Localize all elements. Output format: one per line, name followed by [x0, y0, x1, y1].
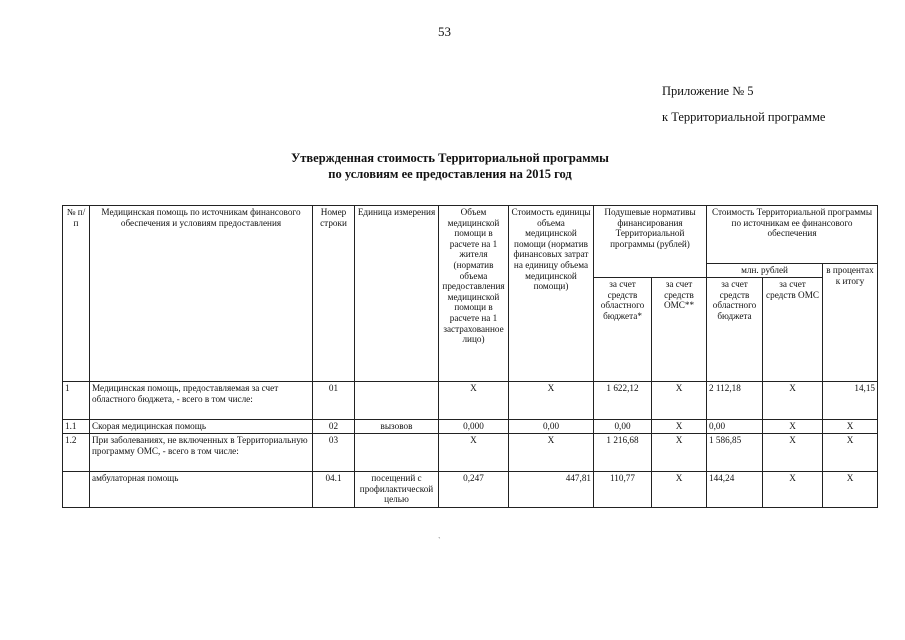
cell-m-budget: 1 586,85 — [707, 434, 763, 472]
cell-m-budget: 0,00 — [707, 420, 763, 434]
cell-m-oms: X — [763, 382, 823, 420]
header-per-capita: Подушевые нормативы финансирования Территориальной программы (рублей) — [594, 206, 707, 278]
cell-unit-cost: 0,00 — [509, 420, 594, 434]
header-volume: Объем медицинской помощи в расчете на 1 жителя (норматив объема предоставления медицинской помощи в расчете на 1 застрахованное лицо) — [439, 206, 509, 382]
cell-name: Медицинская помощь, предоставляемая за счет областного бюджета, - всего в том числе: — [90, 382, 313, 420]
table-row — [63, 382, 878, 420]
cell-m-oms: X — [763, 434, 823, 472]
title-line-2: по условиям ее предоставления на 2015 год — [328, 167, 572, 181]
cell-unit-cost: 447,81 — [509, 472, 594, 508]
header-unit-cost: Стоимость единицы объема медицинской помощи (норматив финансовых затрат на единицу объема медицинской помощи) — [509, 206, 594, 382]
cell-pc-oms: X — [652, 472, 707, 508]
cell-volume: X — [439, 382, 509, 420]
header-m-budget: за счет средств областного бюджета — [707, 278, 763, 382]
cell-row-no: 01 — [313, 382, 355, 420]
title-line-1: Утвержденная стоимость Территориальной программы — [291, 151, 609, 165]
cell-num — [63, 472, 90, 508]
cell-row-no: 04.1 — [313, 472, 355, 508]
appendix-note — [662, 78, 825, 130]
cell-percent: 14,15 — [823, 382, 878, 420]
header-percent: в процентах к итогу — [823, 264, 878, 382]
document-title — [150, 150, 750, 182]
cell-percent: X — [823, 434, 878, 472]
cell-num: 1 — [63, 382, 90, 420]
scan-mark: ` — [438, 536, 441, 545]
cell-percent: X — [823, 472, 878, 508]
table-row — [63, 472, 878, 508]
cell-pc-budget: 110,77 — [594, 472, 652, 508]
cell-m-oms: X — [763, 472, 823, 508]
cell-row-no: 02 — [313, 420, 355, 434]
cell-percent: X — [823, 420, 878, 434]
cell-name: Скорая медицинская помощь — [90, 420, 313, 434]
cell-m-budget: 2 112,18 — [707, 382, 763, 420]
table-row — [63, 420, 878, 434]
appendix-line-1: Приложение № 5 — [662, 84, 754, 98]
cell-pc-oms: X — [652, 382, 707, 420]
cell-unit — [355, 382, 439, 420]
header-name: Медицинская помощь по источникам финансового обеспечения и условиям предоставления — [90, 206, 313, 382]
table-row — [63, 434, 878, 472]
cell-unit-cost: X — [509, 382, 594, 420]
header-row-no: Номер строки — [313, 206, 355, 382]
cell-unit: вызовов — [355, 420, 439, 434]
cell-unit-cost: X — [509, 434, 594, 472]
header-pc-budget: за счет средств областного бюджета* — [594, 278, 652, 382]
cell-volume: 0,247 — [439, 472, 509, 508]
cell-name: При заболеваниях, не включенных в Территориальную программу ОМС, - всего в том числе: — [90, 434, 313, 472]
cell-row-no: 03 — [313, 434, 355, 472]
cost-table — [62, 205, 878, 508]
cell-volume: X — [439, 434, 509, 472]
page-number: 53 — [438, 24, 451, 39]
cell-pc-budget: 1 622,12 — [594, 382, 652, 420]
cell-pc-oms: X — [652, 420, 707, 434]
cell-pc-budget: 1 216,68 — [594, 434, 652, 472]
cell-num: 1.1 — [63, 420, 90, 434]
cell-pc-budget: 0,00 — [594, 420, 652, 434]
cell-m-oms: X — [763, 420, 823, 434]
header-num: № п/п — [63, 206, 90, 382]
header-mln-rub: млн. рублей — [707, 264, 823, 278]
cell-m-budget: 144,24 — [707, 472, 763, 508]
header-program-cost: Стоимость Территориальной программы по источникам ее финансового обеспечения — [707, 206, 878, 264]
header-unit: Единица измерения — [355, 206, 439, 382]
header-m-oms: за счет средств ОМС — [763, 278, 823, 382]
cell-unit — [355, 434, 439, 472]
cell-unit: посещений с профилактической целью — [355, 472, 439, 508]
cell-name: амбулаторная помощь — [90, 472, 313, 508]
header-pc-oms: за счет средств ОМС** — [652, 278, 707, 382]
cell-volume: 0,000 — [439, 420, 509, 434]
cell-num: 1.2 — [63, 434, 90, 472]
cell-pc-oms: X — [652, 434, 707, 472]
appendix-line-2: к Территориальной программе — [662, 110, 826, 124]
